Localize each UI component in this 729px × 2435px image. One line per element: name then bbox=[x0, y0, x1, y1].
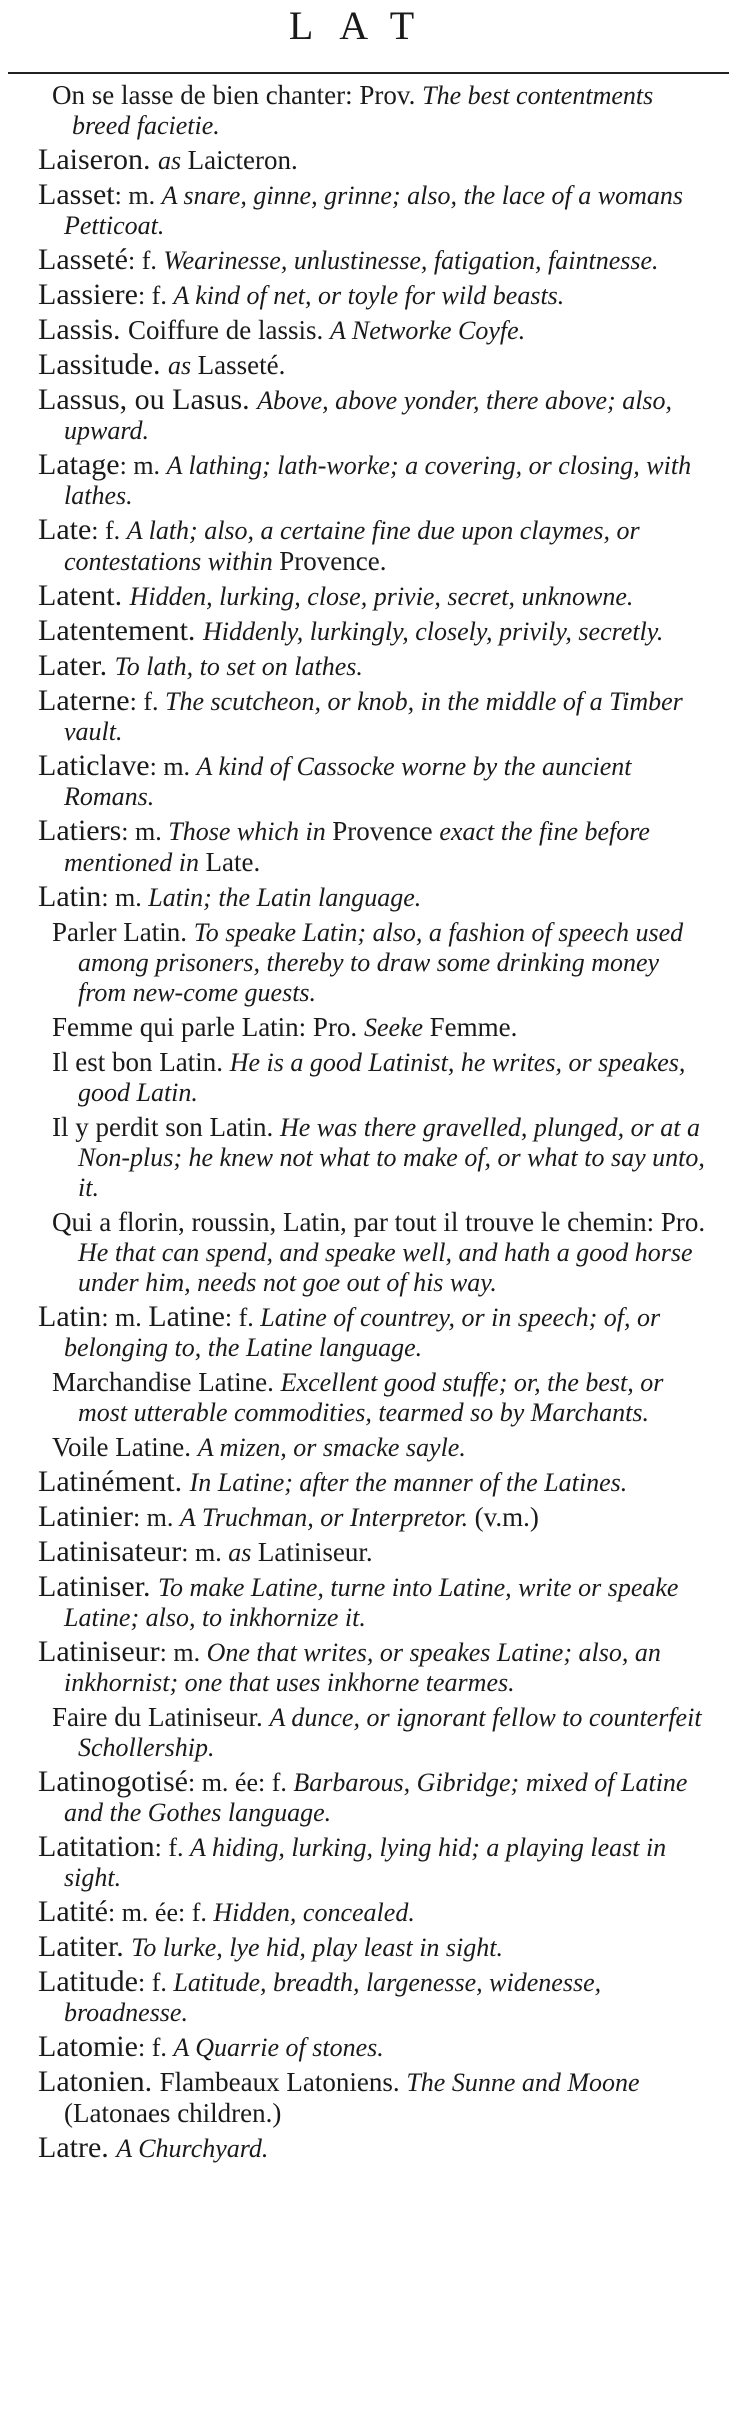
headword: Latinogotisé bbox=[38, 1767, 188, 1798]
english-definition: as bbox=[167, 351, 198, 380]
grammar-label: : m. bbox=[132, 1503, 180, 1532]
dictionary-entry bbox=[0, 686, 729, 747]
dictionary-entry bbox=[0, 280, 729, 311]
grammar-label: : f. bbox=[129, 687, 165, 716]
dictionary-entry bbox=[0, 145, 729, 176]
headword: Latin bbox=[38, 1302, 102, 1333]
headword: Latitude bbox=[38, 1967, 138, 1998]
english-definition: Those which in bbox=[168, 817, 333, 846]
english-definition: A lathing; lath-worke; a covering, or closing, with lathes. bbox=[64, 451, 692, 510]
french-text: Parler Latin. bbox=[52, 917, 194, 947]
french-text: Provence bbox=[332, 816, 440, 846]
grammar-label: : f. bbox=[137, 281, 174, 310]
english-definition: Wearinesse, unlustinesse, fatigation, faintnesse. bbox=[163, 246, 659, 275]
headword: Latinisateur bbox=[38, 1537, 182, 1568]
english-definition: exact the fine before mentioned in bbox=[64, 817, 650, 877]
headword: Latentement. bbox=[38, 616, 203, 647]
grammar-label: : m. bbox=[159, 1638, 207, 1667]
headword: Latomie bbox=[38, 2032, 138, 2063]
headword: Latiniser. bbox=[38, 1572, 158, 1603]
dictionary-entry bbox=[0, 1537, 729, 1568]
dictionary-entry bbox=[0, 1502, 729, 1533]
english-definition: as bbox=[228, 1538, 258, 1567]
grammar-label: : m. bbox=[121, 817, 169, 846]
dictionary-entry bbox=[0, 1207, 729, 1298]
french-text: Qui a florin, roussin, Latin, par tout il trouve le chemin: Pro. bbox=[52, 1207, 706, 1237]
english-definition: Latin; the Latin language. bbox=[148, 883, 422, 912]
english-definition: One that writes, or speakes Latine; also, an inkhornist; one that uses inkhorne tearmes. bbox=[64, 1638, 661, 1697]
english-definition: as bbox=[157, 146, 188, 175]
english-definition: Hiddenly, lurkingly, closely, privily, secretly. bbox=[202, 617, 664, 646]
french-text: Late. bbox=[205, 847, 261, 877]
english-definition: Excellent good stuffe; or, the best, or most utterable commodities, tearmed so by Marchants. bbox=[78, 1368, 664, 1427]
french-text: Voile Latine. bbox=[52, 1432, 198, 1462]
english-definition: Hidden, lurking, close, privie, secret, unknowne. bbox=[129, 582, 634, 611]
dictionary-entry bbox=[0, 450, 729, 511]
headword: Latiter. bbox=[38, 1932, 132, 1963]
headword: Late bbox=[38, 515, 92, 546]
dictionary-entry bbox=[0, 2067, 729, 2129]
english-definition: A dunce, or ignorant fellow to counterfeit Schollership. bbox=[78, 1703, 702, 1762]
grammar-label: : m. bbox=[119, 451, 167, 480]
english-definition: Hidden, concealed. bbox=[213, 1898, 415, 1927]
english-definition: Seeke bbox=[363, 1013, 430, 1042]
dictionary-entry bbox=[0, 1432, 729, 1463]
english-definition: A mizen, or smacke sayle. bbox=[197, 1433, 466, 1462]
french-text: Flambeaux Latoniens. bbox=[159, 2067, 407, 2097]
dictionary-entry bbox=[0, 2032, 729, 2063]
english-definition: A snare, ginne, grinne; also, the lace of a womans Petticoat. bbox=[64, 181, 683, 240]
grammar-label: : f. bbox=[137, 1968, 174, 1997]
english-definition: Barbarous, Gibridge; mixed of Latine and the Gothes language. bbox=[64, 1768, 688, 1827]
english-definition: A hiding, lurking, lying hid; a playing least in sight. bbox=[64, 1833, 667, 1892]
english-definition: To lath, to set on lathes. bbox=[114, 652, 363, 681]
dictionary-entry bbox=[0, 616, 729, 647]
dictionary-entry bbox=[0, 245, 729, 276]
french-text: Il est bon Latin. bbox=[52, 1047, 230, 1077]
grammar-label: : m. ée: f. bbox=[107, 1898, 214, 1927]
dictionary-entry bbox=[0, 1637, 729, 1698]
headword: Laticlave bbox=[38, 751, 150, 782]
grammar-label: : m. bbox=[114, 181, 162, 210]
dictionary-entry bbox=[0, 1572, 729, 1633]
dictionary-entry bbox=[0, 581, 729, 612]
english-definition: Above, above yonder, there above; also, upward. bbox=[64, 386, 673, 445]
headword: Latre. bbox=[38, 2133, 117, 2164]
dictionary-entry bbox=[0, 80, 729, 141]
english-definition: A Truchman, or Interpretor. bbox=[179, 1503, 475, 1532]
grammar-label: : m. bbox=[181, 1538, 229, 1567]
english-definition: A kind of net, or toyle for wild beasts. bbox=[173, 281, 565, 310]
dictionary-entry bbox=[0, 651, 729, 682]
english-definition: A Churchyard. bbox=[116, 2134, 269, 2163]
dictionary-entry bbox=[0, 1702, 729, 1763]
french-text: Lasseté. bbox=[197, 350, 286, 380]
dictionary-entry bbox=[0, 1467, 729, 1498]
dictionary-entry bbox=[0, 751, 729, 812]
english-definition: A kind of Cassocke worne by the auncient Romans. bbox=[64, 752, 632, 811]
headword: Lasseté bbox=[38, 245, 128, 276]
french-text: Femme qui parle Latin: Pro. bbox=[52, 1012, 364, 1042]
english-definition: A Networke Coyfe. bbox=[329, 316, 526, 345]
english-definition: The Sunne and Moone bbox=[406, 2068, 640, 2097]
english-definition: A lath; also, a certaine fine due upon claymes, or contestations within bbox=[64, 516, 640, 576]
dictionary-entry bbox=[0, 1112, 729, 1203]
dictionary-entry bbox=[0, 1367, 729, 1428]
headword: Latiers bbox=[38, 816, 122, 847]
running-head: LAT bbox=[288, 3, 441, 48]
headword: Lassis. bbox=[38, 315, 128, 346]
english-definition: Latitude, breadth, largenesse, widenesse, broadnesse. bbox=[64, 1968, 602, 2027]
dictionary-entry bbox=[0, 816, 729, 878]
french-text: Marchandise Latine. bbox=[52, 1367, 281, 1397]
french-text: (Latonaes children.) bbox=[64, 2098, 282, 2128]
english-definition: To speake Latin; also, a fashion of speech used among prisoners, thereby to draw some drinking money from new-come guests. bbox=[78, 918, 684, 1007]
french-text: On se lasse de bien chanter: Prov. bbox=[52, 80, 423, 110]
headword: Latin bbox=[38, 882, 102, 913]
english-definition: He that can spend, and speake well, and hath a good horse under him, needs not goe out of his way. bbox=[78, 1238, 693, 1297]
english-definition: The best contentments breed facietie. bbox=[72, 81, 654, 140]
headword: Latiniseur bbox=[38, 1637, 160, 1668]
headword: Latent. bbox=[38, 581, 130, 612]
dictionary-entry bbox=[0, 1932, 729, 1963]
dictionary-entry bbox=[0, 882, 729, 913]
grammar-label: : m. bbox=[101, 883, 149, 912]
grammar-label: : f. bbox=[127, 246, 164, 275]
grammar-label: : f. bbox=[224, 1303, 261, 1332]
headword: Latonien. bbox=[38, 2067, 160, 2098]
dictionary-entry bbox=[0, 515, 729, 577]
dictionary-entry bbox=[0, 1967, 729, 2028]
french-text: (v.m.) bbox=[474, 1502, 539, 1532]
english-definition: A Quarrie of stones. bbox=[173, 2033, 384, 2062]
dictionary-entry bbox=[0, 315, 729, 346]
dictionary-entry bbox=[0, 1897, 729, 1928]
dictionary-entry bbox=[0, 1767, 729, 1828]
headword: Lassiere bbox=[38, 280, 138, 311]
dictionary-entry bbox=[0, 1832, 729, 1893]
headword: Later. bbox=[38, 651, 115, 682]
french-text: Femme. bbox=[429, 1012, 518, 1042]
headword: Latitation bbox=[38, 1832, 155, 1863]
headword: Lassitude. bbox=[38, 350, 168, 381]
english-definition: To make Latine, turne into Latine, write or speake Latine; also, to inkhornize it. bbox=[64, 1573, 679, 1632]
english-definition: In Latine; after the manner of the Latines. bbox=[189, 1468, 628, 1497]
grammar-label: : m. ée: f. bbox=[187, 1768, 294, 1797]
headword: Lassus, ou Lasus. bbox=[38, 385, 258, 416]
dictionary-entry bbox=[0, 2133, 729, 2164]
grammar-label: : f. bbox=[154, 1833, 191, 1862]
french-text: Latiniseur. bbox=[257, 1537, 373, 1567]
dictionary-entry bbox=[0, 917, 729, 1008]
headword: Latine bbox=[148, 1302, 225, 1333]
grammar-label: : f. bbox=[137, 2033, 174, 2062]
english-definition: To lurke, lye hid, play least in sight. bbox=[131, 1933, 503, 1962]
english-definition: The scutcheon, or knob, in the middle of a Timber vault. bbox=[64, 687, 683, 746]
headword: Laterne bbox=[38, 686, 130, 717]
english-definition: He is a good Latinist, he writes, or speakes, good Latin. bbox=[78, 1048, 686, 1107]
dictionary-entry bbox=[0, 350, 729, 381]
grammar-label: : f. bbox=[91, 516, 127, 545]
headword: Latage bbox=[38, 450, 120, 481]
dictionary-entry bbox=[0, 180, 729, 241]
dictionary-entry bbox=[0, 1012, 729, 1043]
french-text: Provence. bbox=[279, 546, 387, 576]
grammar-label: : m. bbox=[101, 1303, 149, 1332]
french-text: Laicteron. bbox=[187, 145, 298, 175]
french-text: Faire du Latiniseur. bbox=[52, 1702, 270, 1732]
headword: Latinier bbox=[38, 1502, 133, 1533]
french-text: Il y perdit son Latin. bbox=[52, 1112, 280, 1142]
dictionary-entry bbox=[0, 1047, 729, 1108]
headword: Latinément. bbox=[38, 1467, 190, 1498]
grammar-label: : m. bbox=[149, 752, 197, 781]
english-definition: Latine of countrey, or in speech; of, or belonging to, the Latine language. bbox=[64, 1303, 661, 1362]
headword: Laiseron. bbox=[38, 145, 158, 176]
headword: Latité bbox=[38, 1897, 108, 1928]
entry-list bbox=[0, 80, 729, 2168]
english-definition: He was there gravelled, plunged, or at a Non-plus; he knew not what to make of, or what to say unto, it. bbox=[78, 1113, 705, 1202]
header-rule bbox=[8, 72, 729, 74]
headword: Lasset bbox=[38, 180, 115, 211]
french-text: Coiffure de lassis. bbox=[128, 315, 330, 345]
dictionary-entry bbox=[0, 385, 729, 446]
dictionary-entry bbox=[0, 1302, 729, 1363]
